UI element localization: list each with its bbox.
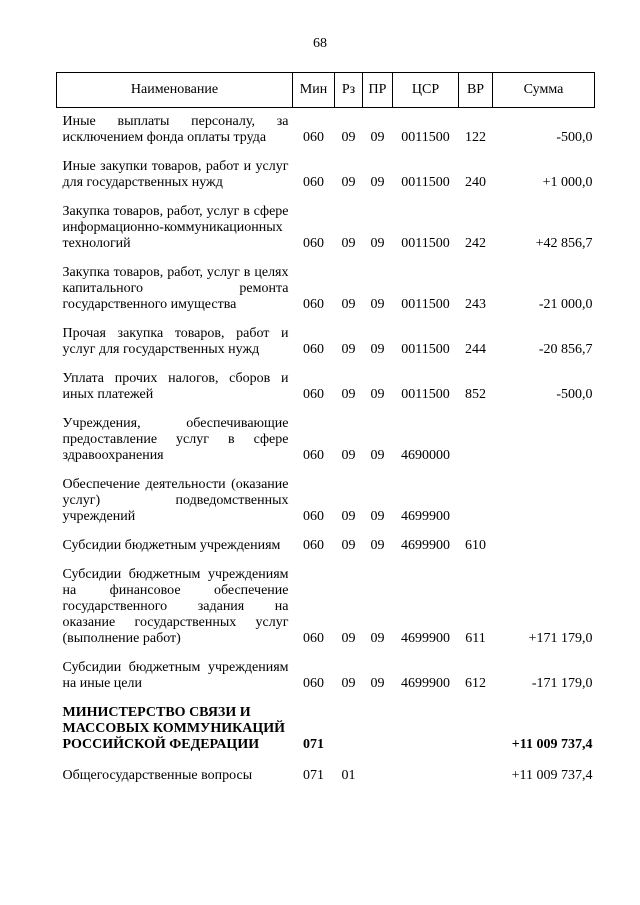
row-csr: 4699900: [401, 676, 450, 691]
row-pr: 09: [370, 342, 385, 357]
table-row: [57, 259, 595, 320]
row-min: 060: [303, 387, 324, 402]
row-pr: 09: [370, 297, 385, 312]
row-csr: 0011500: [401, 130, 450, 145]
row-min: 071: [303, 737, 324, 752]
row-vr: [459, 471, 493, 532]
row-min: 060: [303, 130, 324, 145]
row-vr: [459, 699, 493, 760]
row-rz: 09: [341, 387, 356, 402]
row-sum: -21 000,0: [538, 297, 593, 312]
row-rz: 09: [341, 509, 356, 524]
row-sum: +42 856,7: [535, 236, 593, 251]
row-sum: +171 179,0: [528, 631, 593, 646]
row-sum: +11 009 737,4: [511, 768, 593, 783]
row-csr: [393, 760, 459, 791]
table-row: [57, 108, 595, 154]
header-min: Мин: [293, 73, 335, 108]
table-row: [57, 561, 595, 654]
header-sum: Сумма: [493, 73, 595, 108]
row-sum: +1 000,0: [542, 175, 593, 190]
row-csr: 0011500: [401, 297, 450, 312]
row-sum: [493, 532, 595, 561]
row-vr: 852: [465, 387, 486, 402]
row-vr: [459, 410, 493, 471]
row-pr: 09: [370, 387, 385, 402]
row-vr: 240: [465, 175, 486, 190]
row-pr: 09: [370, 448, 385, 463]
row-rz: 09: [341, 297, 356, 312]
row-vr: 122: [465, 130, 486, 145]
row-csr: 4690000: [401, 448, 450, 463]
row-vr: [459, 760, 493, 791]
row-name: Субсидии бюджетным учреждениям на финансовое обеспечение государственного задания на оказание государственных услуг (выполнение работ): [62, 567, 289, 646]
row-name: Закупка товаров, работ, услуг в целях капитального ремонта государственного имущества: [62, 265, 289, 312]
table-row: [57, 471, 595, 532]
page-number: 68: [313, 36, 327, 51]
table-row: [57, 654, 595, 699]
row-pr: [363, 760, 393, 791]
row-pr: 09: [370, 631, 385, 646]
table-row: [57, 153, 595, 198]
row-rz: 09: [341, 676, 356, 691]
row-pr: 09: [370, 130, 385, 145]
row-rz: 09: [341, 236, 356, 251]
row-sum: -500,0: [556, 387, 593, 402]
table-row: [57, 365, 595, 410]
row-rz: 09: [341, 175, 356, 190]
row-pr: 09: [370, 676, 385, 691]
row-min: 060: [303, 538, 324, 553]
row-pr: 09: [370, 538, 385, 553]
header-rz: Рз: [335, 73, 363, 108]
row-csr: 0011500: [401, 342, 450, 357]
row-min: 060: [303, 175, 324, 190]
row-vr: 611: [465, 631, 486, 646]
row-pr: 09: [370, 509, 385, 524]
row-csr: 4699900: [401, 509, 450, 524]
row-min: 060: [303, 676, 324, 691]
row-name: Прочая закупка товаров, работ и услуг для государственных нужд: [62, 326, 289, 357]
row-vr: 243: [465, 297, 486, 312]
row-name: Субсидии бюджетным учреждениям на иные цели: [62, 660, 289, 691]
row-name: Общегосударственные вопросы: [62, 768, 253, 783]
row-sum: [493, 471, 595, 532]
row-name: МИНИСТЕРСТВО СВЯЗИ И МАССОВЫХ КОММУНИКАЦИЙ РОССИЙСКОЙ ФЕДЕРАЦИИ: [62, 705, 286, 752]
table-body: [57, 108, 595, 792]
row-csr: 4699900: [401, 538, 450, 553]
row-csr: [393, 699, 459, 760]
row-min: 060: [303, 297, 324, 312]
row-min: 071: [303, 768, 324, 783]
row-csr: 0011500: [401, 387, 450, 402]
row-pr: 09: [370, 236, 385, 251]
row-name: Иные закупки товаров, работ и услуг для государственных нужд: [62, 159, 289, 190]
row-min: 060: [303, 342, 324, 357]
header-row: [57, 73, 595, 108]
row-vr: 244: [465, 342, 486, 357]
row-rz: 09: [341, 448, 356, 463]
header-name: Наименование: [57, 73, 293, 108]
row-sum: +11 009 737,4: [511, 737, 593, 752]
budget-table: [56, 72, 595, 791]
row-rz: [335, 699, 363, 760]
row-name: Учреждения, обеспечивающие предоставление услуг в сфере здравоохранения: [62, 416, 289, 463]
row-vr: 610: [465, 538, 486, 553]
table-row: [57, 320, 595, 365]
row-rz: 09: [341, 538, 356, 553]
row-name: Закупка товаров, работ, услуг в сфере информационно-коммуникационных технологий: [62, 204, 289, 251]
row-name: Иные выплаты персоналу, за исключением фонда оплаты труда: [62, 114, 289, 145]
row-name: Субсидии бюджетным учреждениям: [62, 538, 281, 553]
row-name: Уплата прочих налогов, сборов и иных платежей: [62, 371, 289, 402]
row-min: 060: [303, 509, 324, 524]
row-sum: -500,0: [556, 130, 593, 145]
table-row: [57, 410, 595, 471]
header-csr: ЦСР: [393, 73, 459, 108]
row-rz: 09: [341, 631, 356, 646]
row-pr: 09: [370, 175, 385, 190]
row-pr: [363, 699, 393, 760]
row-rz: 09: [341, 342, 356, 357]
row-rz: 09: [341, 130, 356, 145]
row-vr: 612: [465, 676, 486, 691]
row-sum: -171 179,0: [531, 676, 593, 691]
row-min: 060: [303, 236, 324, 251]
table-row: [57, 760, 595, 791]
row-csr: 4699900: [401, 631, 450, 646]
row-rz: 01: [341, 768, 356, 783]
row-min: 060: [303, 631, 324, 646]
row-csr: 0011500: [401, 236, 450, 251]
table-row: [57, 198, 595, 259]
row-min: 060: [303, 448, 324, 463]
header-pr: ПР: [363, 73, 393, 108]
table-row: [57, 532, 595, 561]
row-csr: 0011500: [401, 175, 450, 190]
table-row: [57, 699, 595, 760]
row-name: Обеспечение деятельности (оказание услуг) подведомственных учреждений: [62, 477, 289, 524]
row-vr: 242: [465, 236, 486, 251]
row-sum: -20 856,7: [538, 342, 593, 357]
header-vr: ВР: [459, 73, 493, 108]
row-sum: [493, 410, 595, 471]
